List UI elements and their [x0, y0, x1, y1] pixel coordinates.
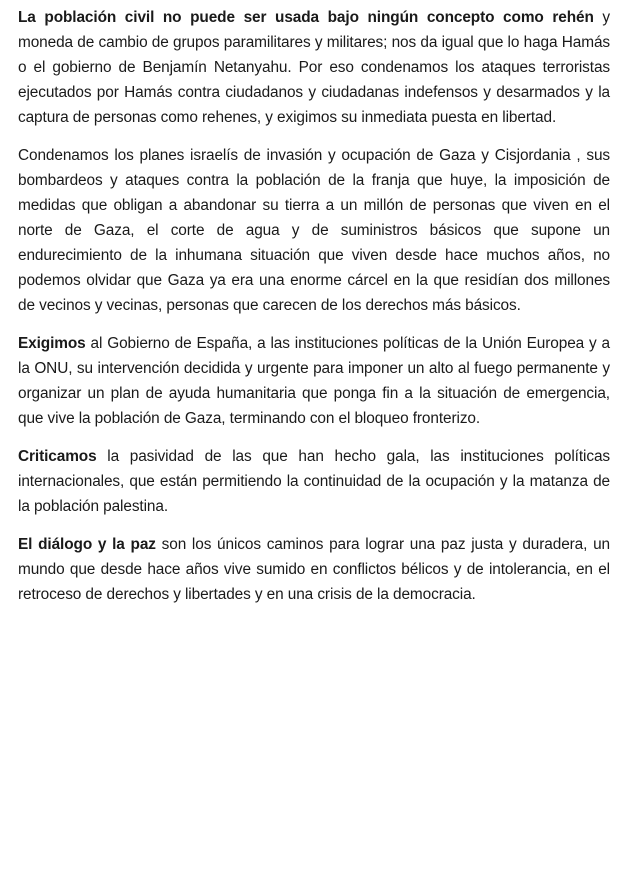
- paragraph-text: al Gobierno de España, a las instituciones políticas de la Unión Europea y a la ONU, su intervención decidida y urgente para imponer un alto al fuego permanente y organizar un plan de ayuda humanitaria que ponga fin a la situación de emergencia, que vive la población de Gaza, terminando con el bloqueo fronterizo.: [18, 335, 610, 427]
- paragraph-text: son los únicos caminos para lograr una paz justa y duradera, un mundo que desde hace años vive sumido en conflictos bélicos y de intolerancia, en el retroceso de derechos y libertades y en una crisis de la democracia.: [18, 536, 610, 603]
- paragraph-text: la pasividad de las que han hecho gala, las instituciones políticas internacionales, que están permitiendo la continuidad de la ocupación y la matanza de la población palestina.: [18, 448, 610, 515]
- paragraph-hostages: [18, 5, 610, 130]
- paragraph-lead: Criticamos: [18, 448, 97, 465]
- paragraph-lead: El diálogo y la paz: [18, 536, 156, 553]
- paragraph-dialogue-peace: [18, 532, 610, 607]
- paragraph-criticism: [18, 444, 610, 519]
- paragraph-text: Condenamos los planes israelís de invasión y ocupación de Gaza y Cisjordania , sus bombardeos y ataques contra la población de la franja que huye, la imposición de medidas que obligan a abandonar su tierra a un millón de personas que viven en el norte de Gaza, el corte de agua y de suministros básicos que supone un endurecimiento de la inhumana situación que viven desde hace muchos años, no podemos olvidar que Gaza ya era una enorme cárcel en la que residían dos millones de vecinos y vecinas, personas que carecen de los derechos más básicos.: [18, 147, 610, 314]
- paragraph-demands: [18, 331, 610, 431]
- paragraph-lead: Exigimos: [18, 335, 86, 352]
- paragraph-condemnation: [18, 143, 610, 318]
- paragraph-lead: La población civil no puede ser usada bajo ningún concepto como rehén: [18, 9, 594, 26]
- paragraph-text: y moneda de cambio de grupos paramilitares y militares; nos da igual que lo haga Hamás o el gobierno de Benjamín Netanyahu. Por eso condenamos los ataques terroristas ejecutados por Hamás contra ciudadanos y ciudadanas indefensos y desarmados y la captura de personas como rehenes, y exigimos su inmediata puesta en libertad.: [18, 9, 610, 126]
